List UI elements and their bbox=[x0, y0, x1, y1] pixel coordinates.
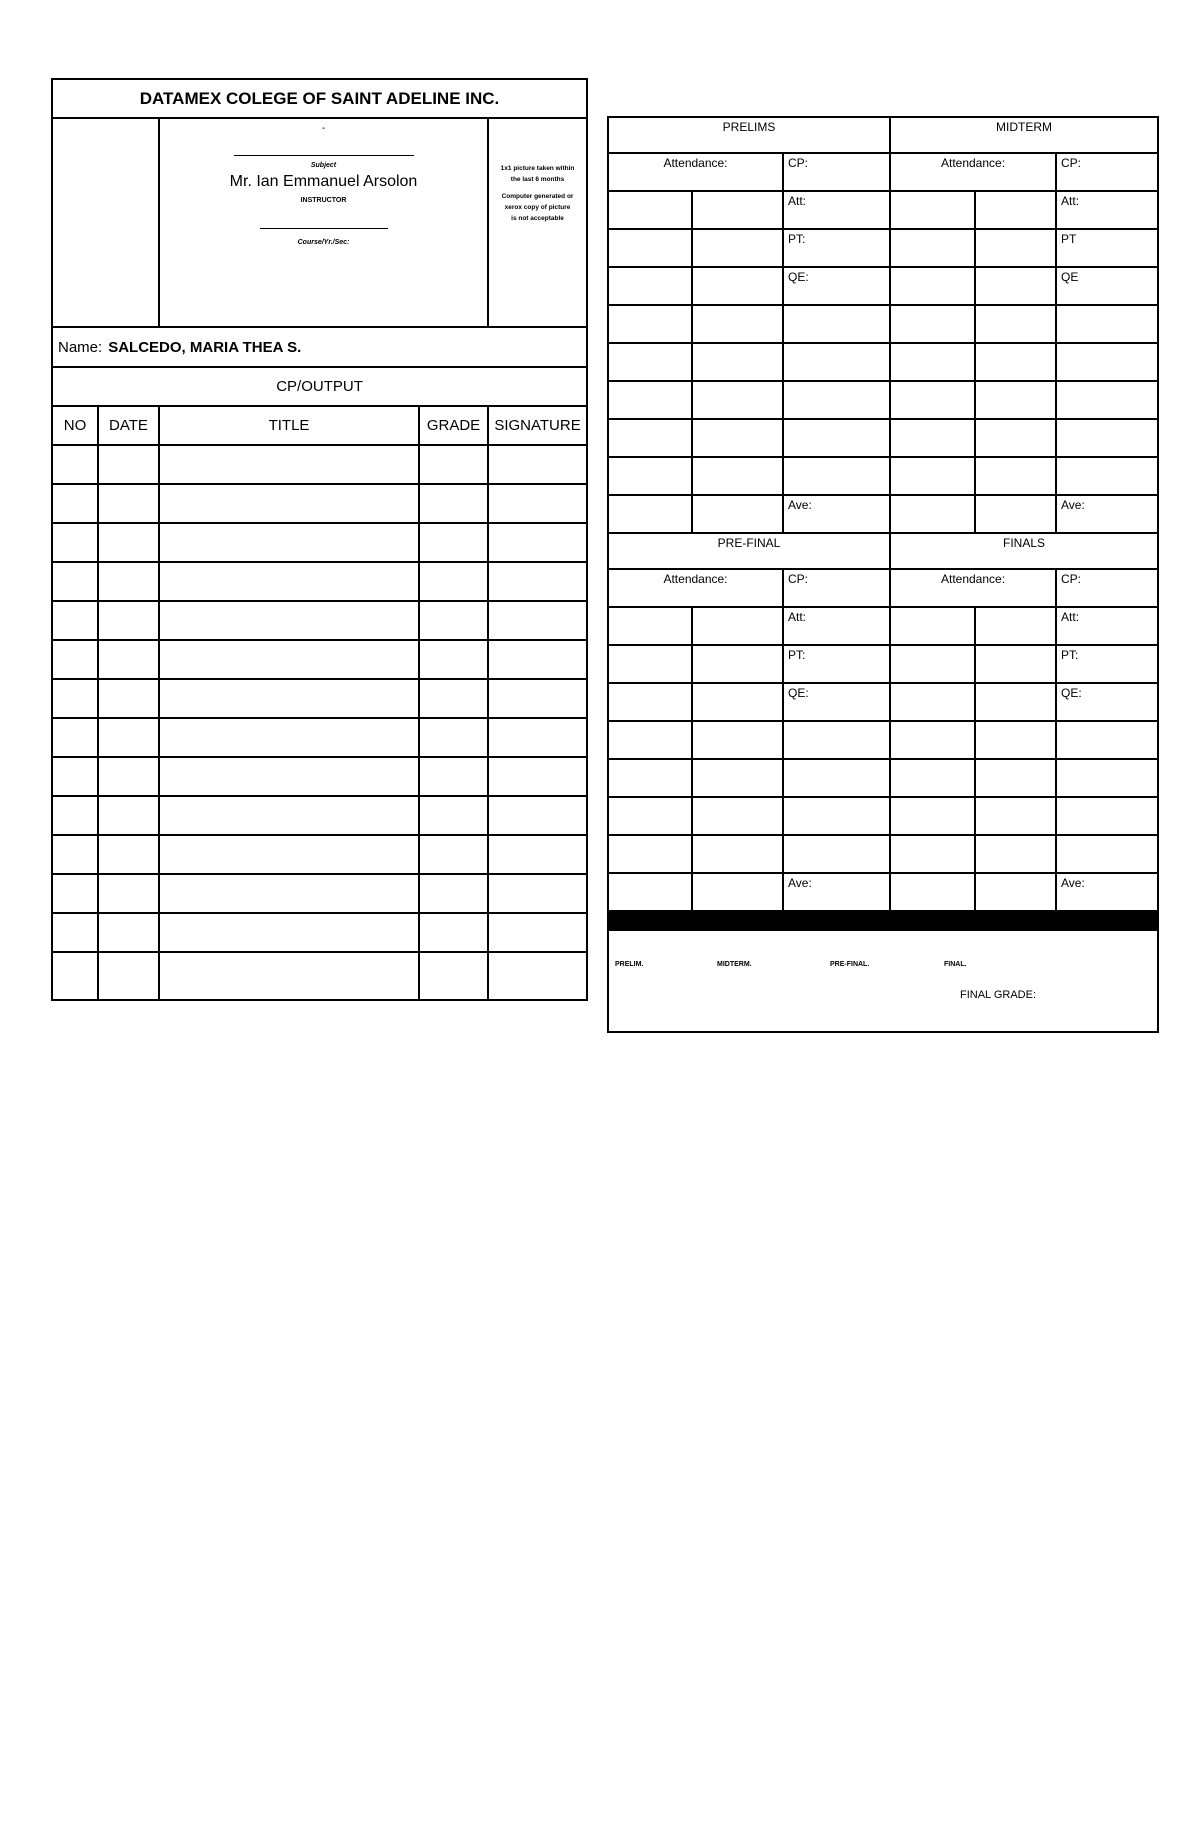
col-signature: SIGNATURE bbox=[488, 406, 587, 445]
col-date: DATE bbox=[98, 406, 159, 445]
class-card bbox=[51, 78, 586, 1001]
table-row bbox=[608, 835, 1158, 873]
prefinal-att: Att: bbox=[783, 607, 890, 645]
table-row bbox=[52, 562, 587, 601]
table-row bbox=[608, 381, 1158, 419]
midterm-attendance: Attendance: bbox=[890, 153, 1056, 191]
summary-midterm: MIDTERM. bbox=[717, 961, 752, 968]
prelims-ave: Ave: bbox=[783, 495, 890, 533]
prefinal-cp: CP: bbox=[783, 569, 890, 607]
summary-prelim: PRELIM. bbox=[615, 961, 644, 968]
table-row bbox=[52, 757, 587, 796]
col-title: TITLE bbox=[159, 406, 419, 445]
table-row bbox=[608, 305, 1158, 343]
photo-note-line2: Computer generated or xerox copy of picture bbox=[501, 193, 574, 211]
subject-line bbox=[234, 155, 414, 156]
table-row bbox=[52, 835, 587, 874]
midterm-cp: CP: bbox=[1056, 153, 1158, 191]
col-grade: GRADE bbox=[419, 406, 488, 445]
finals-qe: QE: bbox=[1056, 683, 1158, 721]
prelims-cp: CP: bbox=[783, 153, 890, 191]
grade-card bbox=[607, 116, 1157, 1033]
finals-ave: Ave: bbox=[1056, 873, 1158, 911]
subject-label: Subject bbox=[310, 162, 337, 169]
table-row bbox=[608, 343, 1158, 381]
photo-note-line1: 1x1 picture taken within the last 6 months bbox=[500, 165, 575, 183]
prelims-pt: PT: bbox=[783, 229, 890, 267]
subject-value: - bbox=[321, 123, 326, 134]
table-row bbox=[52, 679, 587, 718]
prefinal-header: PRE-FINAL bbox=[608, 533, 890, 569]
photo-note bbox=[488, 118, 587, 327]
table-row bbox=[52, 601, 587, 640]
student-name: SALCEDO, MARIA THEA S. bbox=[108, 338, 302, 356]
prelims-header: PRELIMS bbox=[608, 117, 890, 153]
school-name: DATAMEX COLEGE OF SAINT ADELINE INC. bbox=[52, 79, 587, 118]
table-row bbox=[52, 913, 587, 952]
prelims-attendance: Attendance: bbox=[608, 153, 783, 191]
table-row bbox=[608, 759, 1158, 797]
table-row bbox=[52, 796, 587, 835]
finals-cp: CP: bbox=[1056, 569, 1158, 607]
midterm-pt: PT bbox=[1056, 229, 1158, 267]
divider-bar bbox=[608, 911, 1158, 930]
finals-attendance: Attendance: bbox=[890, 569, 1056, 607]
finals-pt: PT: bbox=[1056, 645, 1158, 683]
table-row bbox=[52, 952, 587, 1000]
final-grade-label: FINAL GRADE: bbox=[960, 989, 1036, 1001]
finals-header: FINALS bbox=[890, 533, 1158, 569]
course-line bbox=[260, 228, 388, 229]
table-row bbox=[608, 797, 1158, 835]
midterm-qe: QE bbox=[1056, 267, 1158, 305]
midterm-ave: Ave: bbox=[1056, 495, 1158, 533]
midterm-att: Att: bbox=[1056, 191, 1158, 229]
instructor-label: INSTRUCTOR bbox=[300, 197, 347, 204]
prefinal-pt: PT: bbox=[783, 645, 890, 683]
col-no: NO bbox=[52, 406, 98, 445]
photo-note-line3: is not acceptable bbox=[511, 215, 564, 222]
midterm-header: MIDTERM bbox=[890, 117, 1158, 153]
prefinal-qe: QE: bbox=[783, 683, 890, 721]
table-row bbox=[52, 523, 587, 562]
photo-box bbox=[52, 118, 159, 327]
prefinal-attendance: Attendance: bbox=[608, 569, 783, 607]
prelims-qe: QE: bbox=[783, 267, 890, 305]
table-row bbox=[52, 484, 587, 523]
class-card-table bbox=[51, 78, 588, 1001]
student-name-row bbox=[52, 327, 587, 367]
course-label: Course/Yr./Sec: bbox=[297, 239, 350, 246]
table-row bbox=[608, 419, 1158, 457]
table-row bbox=[608, 721, 1158, 759]
prelims-att: Att: bbox=[783, 191, 890, 229]
finals-att: Att: bbox=[1056, 607, 1158, 645]
subject-instructor-box bbox=[159, 118, 488, 327]
summary-final: FINAL. bbox=[944, 961, 967, 968]
table-row bbox=[52, 445, 587, 484]
table-row bbox=[608, 457, 1158, 495]
instructor-name: Mr. Ian Emmanuel Arsolon bbox=[229, 173, 418, 190]
table-row bbox=[52, 718, 587, 757]
grade-table bbox=[607, 116, 1159, 1033]
name-label: Name: bbox=[58, 338, 103, 356]
table-row bbox=[52, 640, 587, 679]
grade-summary bbox=[608, 930, 1158, 1032]
summary-prefinal: PRE-FINAL. bbox=[830, 961, 870, 968]
section-title: CP/OUTPUT bbox=[52, 367, 587, 406]
table-row bbox=[52, 874, 587, 913]
prefinal-ave: Ave: bbox=[783, 873, 890, 911]
